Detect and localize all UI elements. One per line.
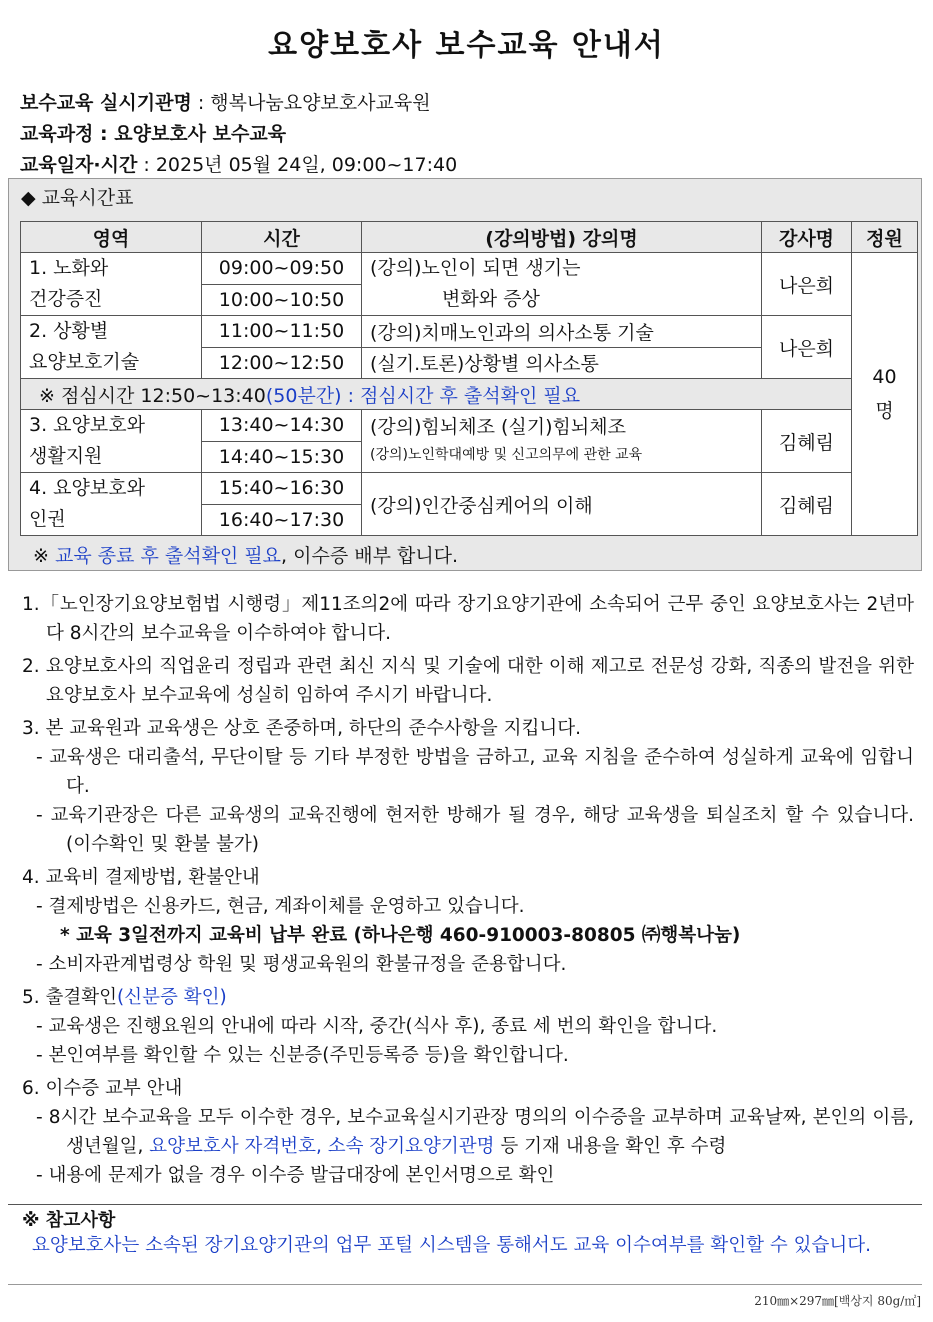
date-value: : 2025년 05월 24일, 09:00~17:40 bbox=[137, 154, 458, 176]
paragraph-3: 3. 본 교육원과 교육생은 상호 존중하며, 하단의 준수사항을 지킵니다. bbox=[22, 718, 581, 739]
lecture-cell bbox=[362, 253, 762, 316]
p6a-end: 등 기재 내용을 확인 후 수령 bbox=[494, 1136, 727, 1157]
lecture-line: (강의)노인이 되면 생기는 bbox=[370, 257, 581, 279]
lecture-line: (강의)노인학대예방 및 신고의무에 관한 교육 bbox=[370, 447, 643, 463]
org-value: : 행복나눔요양보호사교육원 bbox=[191, 92, 431, 114]
p5-id-note: (신분증 확인) bbox=[117, 987, 227, 1008]
p5-text: 5. 출결확인 bbox=[22, 987, 118, 1008]
lunch-row bbox=[21, 379, 918, 410]
reference-title: ※ 참고사항 bbox=[22, 1210, 116, 1231]
lecture-cell: (강의)치매노인과의 의사소통 기술 bbox=[362, 316, 762, 348]
page-title: 요양보호사 보수교육 안내서 bbox=[268, 28, 665, 63]
paragraph-6b: - 내용에 문제가 없을 경우 이수증 발급대장에 본인서명으로 확인 bbox=[36, 1165, 555, 1186]
instructor-cell: 나은희 bbox=[762, 316, 852, 379]
time-cell: 13:40~14:30 bbox=[202, 410, 362, 442]
lecture-line: 변화와 증상 bbox=[442, 288, 540, 310]
lecture-cell bbox=[362, 410, 762, 473]
paragraph-2: 2. 요양보호사의 직업윤리 정립과 관련 최신 지식 및 기술에 대한 이해 제고로 전문성 강화, 직종의 발전을 위한 요양보호사 보수교육에 성실히 임하여 주시기 바랍니다. bbox=[22, 656, 914, 706]
table-row bbox=[21, 253, 918, 285]
p6a-blue: 요양보호사 자격번호, 소속 장기요양기관명 bbox=[149, 1136, 495, 1157]
paragraph-6a bbox=[22, 1103, 914, 1161]
header-area: 영역 bbox=[21, 222, 202, 253]
paragraph-5b: - 본인여부를 확인할 수 있는 신분증(주민등록증 등)을 확인합니다. bbox=[36, 1045, 569, 1066]
paragraph-3b: - 교육기관장은 다른 교육생의 교육진행에 현저한 방해가 될 경우, 해당 교육생을 퇴실조치 할 수 있습니다. (이수확인 및 환불 불가) bbox=[36, 805, 914, 855]
table-header-row bbox=[21, 222, 918, 253]
area-cell: 1. 노화와 건강증진 bbox=[21, 253, 202, 316]
divider bbox=[8, 1204, 922, 1205]
p6a-start: - 8시간 보수교육을 모두 이수한 경우, 보수교육실시기관장 명의의 이수증을 교부하며 교육날짜, 본인의 이름, 생년월일, bbox=[36, 1107, 914, 1157]
footer-rest: , 이수증 배부 합니다. bbox=[281, 545, 459, 567]
paper-size: 210㎜×297㎜[백상지 80g/㎡] bbox=[754, 1294, 921, 1308]
instructor-cell: 나은희 bbox=[762, 253, 852, 316]
org-line bbox=[20, 88, 431, 115]
area-cell: 3. 요양보호와 생활지원 bbox=[21, 410, 202, 473]
time-cell: 09:00~09:50 bbox=[202, 253, 362, 285]
paragraph-6: 6. 이수증 교부 안내 bbox=[22, 1078, 183, 1099]
lecture-cell: (실기.토론)상황별 의사소통 bbox=[362, 347, 762, 379]
time-cell: 15:40~16:30 bbox=[202, 473, 362, 505]
area-cell: 2. 상황별 요양보호기술 bbox=[21, 316, 202, 379]
time-cell: 11:00~11:50 bbox=[202, 316, 362, 348]
time-cell: 10:00~10:50 bbox=[202, 284, 362, 316]
footer-blue: 교육 종료 후 출석확인 필요 bbox=[54, 545, 282, 567]
header-lecture: (강의방법) 강의명 bbox=[362, 222, 762, 253]
date-label: 교육일자·시간 bbox=[20, 154, 138, 176]
paragraph-3a: - 교육생은 대리출석, 무단이탈 등 기타 부정한 방법을 금하고, 교육 지침을 준수하여 성실하게 교육에 임합니다. bbox=[36, 747, 914, 797]
paragraph-5a: - 교육생은 진행요원의 안내에 따라 시작, 중간(식사 후), 종료 세 번의 확인을 합니다. bbox=[36, 1016, 718, 1037]
capacity-cell: 40 명 bbox=[852, 253, 918, 536]
time-cell: 12:00~12:50 bbox=[202, 347, 362, 379]
org-label: 보수교육 실시기관명 bbox=[20, 92, 192, 114]
table-row bbox=[21, 316, 918, 348]
table-row bbox=[21, 473, 918, 505]
lunch-time: ※ 점심시간 12:50~13:40 bbox=[39, 384, 266, 407]
course-line bbox=[20, 119, 286, 146]
time-cell: 16:40~17:30 bbox=[202, 504, 362, 536]
paragraph-5 bbox=[22, 983, 914, 1012]
schedule-box bbox=[8, 178, 922, 571]
lecture-cell: (강의)인간중심케어의 이해 bbox=[362, 473, 762, 536]
instructor-cell: 김혜림 bbox=[762, 410, 852, 473]
note-mark: ※ bbox=[33, 545, 55, 567]
time-cell: 14:40~15:30 bbox=[202, 441, 362, 473]
table-row bbox=[21, 410, 918, 442]
paragraph-4a: - 결제방법은 신용카드, 현금, 계좌이체를 운영하고 있습니다. bbox=[36, 896, 525, 917]
course-label: 교육과정 : 요양보호사 보수교육 bbox=[20, 123, 287, 145]
header-instructor: 강사명 bbox=[762, 222, 852, 253]
date-line bbox=[20, 150, 457, 177]
lecture-line: (강의)힘뇌체조 (실기)힘뇌체조 bbox=[370, 416, 626, 438]
paragraph-4: 4. 교육비 결제방법, 환불안내 bbox=[22, 867, 260, 888]
reference-text: 요양보호사는 소속된 장기요양기관의 업무 포털 시스템을 통해서도 교육 이수여부를 확인할 수 있습니다. bbox=[32, 1235, 872, 1256]
body-section bbox=[22, 590, 914, 1190]
header-time: 시간 bbox=[202, 222, 362, 253]
paragraph-4b: * 교육 3일전까지 교육비 납부 완료 (하나은행 460-910003-80805 ㈜행복나눔) bbox=[60, 925, 741, 946]
divider bbox=[8, 1284, 922, 1285]
header-capacity: 정원 bbox=[852, 222, 918, 253]
schedule-footer bbox=[33, 541, 458, 568]
paragraph-4c: - 소비자관계법령상 학원 및 평생교육원의 환불규정을 준용합니다. bbox=[36, 954, 567, 975]
schedule-table bbox=[20, 221, 918, 536]
lunch-cell bbox=[21, 379, 852, 410]
paragraph-1: 1.「노인장기요양보험법 시행령」제11조의2에 따라 장기요양기관에 소속되어 근무 중인 요양보호사는 2년마다 8시간의 보수교육을 이수하여야 합니다. bbox=[22, 594, 914, 644]
instructor-cell: 김혜림 bbox=[762, 473, 852, 536]
area-cell: 4. 요양보호와 인권 bbox=[21, 473, 202, 536]
schedule-title: ◆ 교육시간표 bbox=[21, 187, 134, 209]
lunch-note: (50분간) : 점심시간 후 출석확인 필요 bbox=[265, 384, 581, 407]
